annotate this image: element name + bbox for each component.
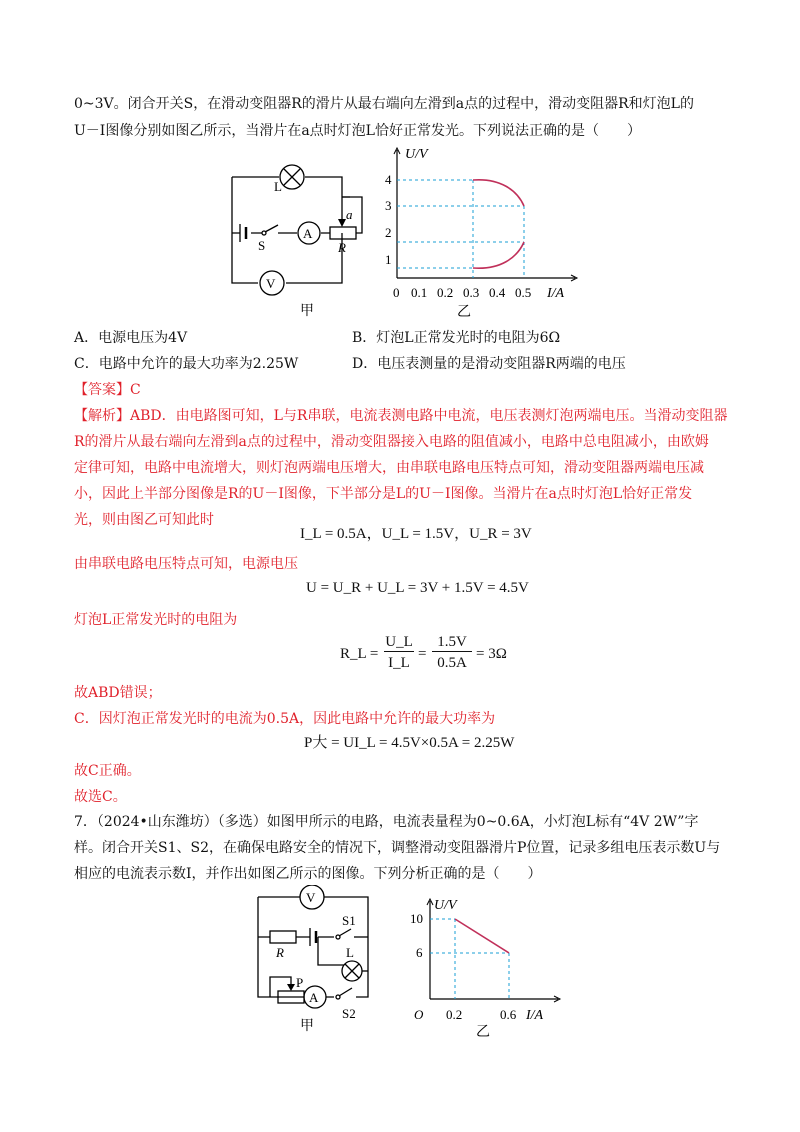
eq3-num1: U_L: [385, 634, 413, 650]
q7-ytick-6: 6: [416, 945, 423, 960]
q7-voltmeter-label: V: [306, 890, 316, 905]
q6-xtick-0.3: 0.3: [463, 285, 480, 300]
q7-fig-jia-caption: 甲: [300, 1019, 314, 1034]
q7-circuit-diagram: [248, 885, 388, 1045]
q6-answer: 【答案】C: [74, 382, 141, 398]
q6-option-a: A．电源电压为4V: [74, 330, 188, 346]
q7-xtick-0.2: 0.2: [446, 1007, 463, 1022]
eq3-lhs: R_L =: [340, 646, 379, 662]
q7-xtick-0.6: 0.6: [500, 1007, 517, 1022]
q7-slider-label: P: [296, 975, 304, 990]
analysis-line-7: 灯泡L正常发光时的电阻为: [74, 612, 238, 628]
q6-switch-label: S: [258, 238, 266, 253]
q7-graph-xlabel: I/A: [526, 1008, 544, 1023]
q7-ytick-10: 10: [410, 911, 423, 926]
eq3-rhs: = 3Ω: [476, 646, 507, 662]
q7-stem-line-2: 样。闭合开关S1、S2，在确保电路安全的情况下，调整滑动变阻器滑片P位置，记录多组电压表示数U与: [74, 840, 721, 856]
q6-xtick-0.1: 0.1: [411, 285, 428, 300]
equation-4: P大 = UI_L = 4.5V×0.5A = 2.25W: [304, 735, 515, 751]
q6-ytick-1: 1: [385, 252, 392, 267]
q6-lamp-label: L: [274, 179, 282, 194]
q6-xtick-0: 0: [393, 285, 400, 300]
analysis-line-9: C．因灯泡正常发光时的电流为0.5A，因此电路中允许的最大功率为: [74, 711, 496, 727]
q6-xtick-0.5: 0.5: [515, 285, 532, 300]
q6-stem-line-1: 0~3V。闭合开关S，在滑动变阻器R的滑片从最右端向左滑到a点的过程中，滑动变阻器R和灯泡L的: [74, 96, 694, 112]
q7-ui-graph: [410, 895, 570, 1040]
q7-switch2-label: S2: [342, 1006, 356, 1021]
analysis-line-5: 光，则由图乙可知此时: [74, 512, 214, 528]
q6-option-d: D．电压表测量的是滑动变阻器R两端的电压: [352, 356, 626, 372]
q6-rheostat-label: R: [338, 240, 346, 255]
eq3-num2: 1.5V: [432, 634, 472, 652]
q6-graph-ylabel: U/V: [405, 147, 428, 162]
analysis-line-2: R的滑片从最右端向左滑到a点的过程中，滑动变阻器接入电路的阻值减小，电路中总电阻减小，由欧姆: [74, 434, 709, 450]
q6-ytick-2: 2: [385, 225, 392, 240]
q6-point-label: a: [346, 207, 353, 222]
q7-resistor-label: R: [276, 945, 284, 960]
q7-stem-line-1: 7．（2024•山东潍坊）（多选）如图甲所示的电路，电流表量程为0~0.6A，小灯泡L标有“4V 2W”字: [74, 814, 699, 830]
q6-xtick-0.4: 0.4: [489, 285, 506, 300]
equation-2: U = U_R + U_L = 3V + 1.5V = 4.5V: [306, 580, 529, 596]
analysis-line-8: 故ABD错误；: [74, 685, 162, 701]
q6-fig-jia-caption: 甲: [300, 304, 314, 319]
analysis-line-3: 定律可知，电路中电流增大，则灯泡两端电压增大，由串联电路电压特点可知，滑动变阻器两端电压减: [74, 460, 704, 476]
q7-fig-yi-caption: 乙: [476, 1025, 490, 1040]
analysis-line-4: 小，因此上半部分图像是R的U－I图像，下半部分是L的U－I图像。当滑片在a点时灯泡L恰好正常发: [74, 486, 693, 502]
eq3-den1: I_L: [388, 655, 410, 671]
analysis-line-10: 故C正确。: [74, 763, 141, 779]
q7-stem-line-3: 相应的电流表示数I，并作出如图乙所示的图像。下列分析正确的是（ ）: [74, 866, 542, 882]
q7-graph-ylabel: U/V: [434, 898, 457, 913]
q6-ammeter-label: A: [303, 226, 313, 241]
q6-xtick-0.2: 0.2: [437, 285, 454, 300]
analysis-line-11: 故选C。: [74, 789, 127, 805]
q7-graph-origin: O: [414, 1007, 424, 1022]
q7-ammeter-label: A: [309, 990, 319, 1005]
q6-option-c: C．电路中允许的最大功率为2.25W: [74, 356, 299, 372]
q7-switch1-label: S1: [342, 913, 356, 928]
q6-fig-yi-caption: 乙: [457, 305, 471, 320]
q7-lamp-label: L: [346, 945, 354, 960]
eq3-den2: 0.5A: [437, 655, 467, 671]
q6-ytick-3: 3: [385, 198, 392, 213]
analysis-line-6: 由串联电路电压特点可知，电源电压: [74, 556, 298, 572]
q6-stem-line-2: U－I图像分别如图乙所示，当滑片在a点时灯泡L恰好正常发光。下列说法正确的是（ ）: [74, 123, 641, 139]
q6-ui-graph: [385, 140, 585, 325]
q6-circuit-diagram: [222, 155, 382, 320]
q6-voltmeter-label: V: [266, 276, 276, 291]
analysis-line-1: 【解析】ABD．由电路图可知，L与R串联，电流表测电路中电流，电压表测灯泡两端电压。当滑动变阻器: [74, 408, 728, 424]
equation-1: I_L = 0.5A，U_L = 1.5V，U_R = 3V: [300, 526, 532, 542]
q6-option-b: B．灯泡L正常发光时的电阻为6Ω: [352, 330, 561, 346]
q6-graph-xlabel: I/A: [547, 286, 565, 301]
q6-ytick-4: 4: [385, 172, 392, 187]
